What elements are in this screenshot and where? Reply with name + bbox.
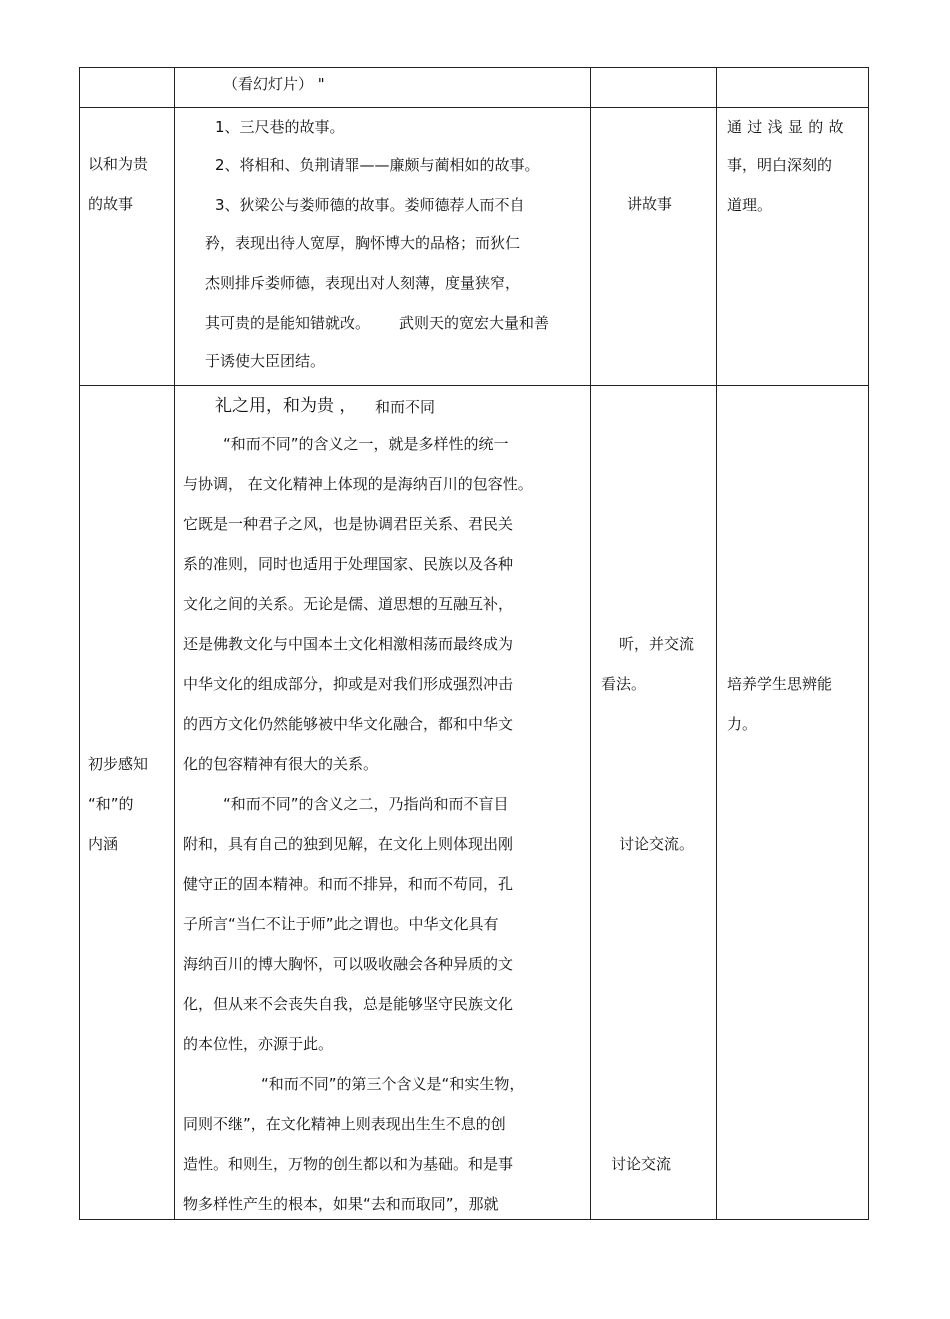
content-line: 附和，具有自己的独到见解，在文化上则体现出刚 [183,835,514,853]
content-line: 健守正的固本精神。和而不排异，和而不苟同，孔 [183,875,514,893]
lesson-plan-table [79,67,869,1220]
activity-cell [591,108,717,386]
stage-cell [80,68,175,108]
content-line: （看幻灯片） " [223,75,325,93]
content-line: 同则不继”，在文化精神上则表现出生生不息的创 [183,1115,506,1133]
purpose-cell [717,108,869,386]
content-line: “和而不同”的第三个含义是“和实生物， [261,1075,525,1093]
section-heading: 礼之用，和为贵 ， [215,396,357,416]
stage-line: “和”的 [88,795,134,813]
content-line: “和而不同”的含义之一，就是多样性的统一 [223,435,509,453]
stage-line: 以和为贵 [88,155,149,173]
table-row [80,68,869,108]
content-line: 物多样性产生的根本，如果“去和而取同”，那就 [183,1195,499,1213]
purpose-line: 事，明白深刻的 [727,156,833,174]
content-line: 2、将相和、负荆请罪——廉颇与蔺相如的故事。 [215,156,540,174]
content-cell [175,68,591,108]
stage-line: 内涵 [88,835,119,853]
activity-line: 讲故事 [627,195,673,213]
content-line: 矜，表现出待人宽厚，胸怀博大的品格；而狄仁 [205,234,521,252]
content-line: 系的准则，同时也适用于处理国家、民族以及各种 [183,555,514,573]
content-line: 海纳百川的博大胸怀，可以吸收融会各种异质的文 [183,955,514,973]
purpose-cell [717,386,869,1220]
table-row [80,386,869,1220]
content-line: 化，但从来不会丧失自我，总是能够坚守民族文化 [183,995,514,1013]
stage-cell [80,108,175,386]
content-line: 中华文化的组成部分，抑或是对我们形成强烈冲击 [183,675,514,693]
content-line: 杰则排斥娄师德，表现出对人刻薄，度量狭窄， [205,274,521,292]
stage-cell [80,386,175,1220]
content-cell [175,386,591,1220]
content-line: 于诱使大臣团结。 [205,352,326,370]
table-row [80,108,869,386]
stage-line: 的故事 [88,195,134,213]
content-line: 子所言“当仁不让于师”此之谓也。中华文化具有 [183,915,499,933]
content-cell [175,108,591,386]
purpose-line: 力。 [727,715,758,733]
content-line: 其可贵的是能知错就改。 [205,314,371,332]
content-line: 武则天的宽宏大量和善 [399,314,550,332]
stage-line: 初步感知 [88,755,149,773]
content-line: 3、狄梁公与娄师德的故事。娄师德荐人而不自 [215,196,525,214]
activity-line: 讨论交流 [611,1155,672,1173]
content-line: 还是佛教文化与中国本土文化相激相荡而最终成为 [183,635,514,653]
activity-line: 听，并交流 [619,635,695,653]
activity-cell [591,68,717,108]
content-line: 它既是一种君子之风，也是协调君臣关系、君民关 [183,515,514,533]
purpose-line: 通过浅显的故 [727,118,849,136]
content-line: 造性。和则生，万物的创生都以和为基础。和是事 [183,1155,514,1173]
purpose-cell [717,68,869,108]
content-line: 化的包容精神有很大的关系。 [183,755,379,773]
content-line: 的本位性，亦源于此。 [183,1035,334,1053]
activity-line: 讨论交流。 [619,835,695,853]
content-line: “和而不同”的含义之二，乃指尚和而不盲目 [223,795,509,813]
activity-line: 看法。 [601,675,647,693]
content-line: 与协调， 在文化精神上体现的是海纳百川的包容性。 [183,475,533,493]
purpose-line: 道理。 [727,196,773,214]
activity-cell [591,386,717,1220]
content-line: 1、三尺巷的故事。 [215,118,345,136]
content-line: 的西方文化仍然能够被中华文化融合，都和中华文 [183,715,514,733]
section-subheading: 和而不同 [375,398,436,416]
purpose-line: 培养学生思辨能 [727,675,833,693]
content-line: 文化之间的关系。无论是儒、道思想的互融互补， [183,595,514,613]
